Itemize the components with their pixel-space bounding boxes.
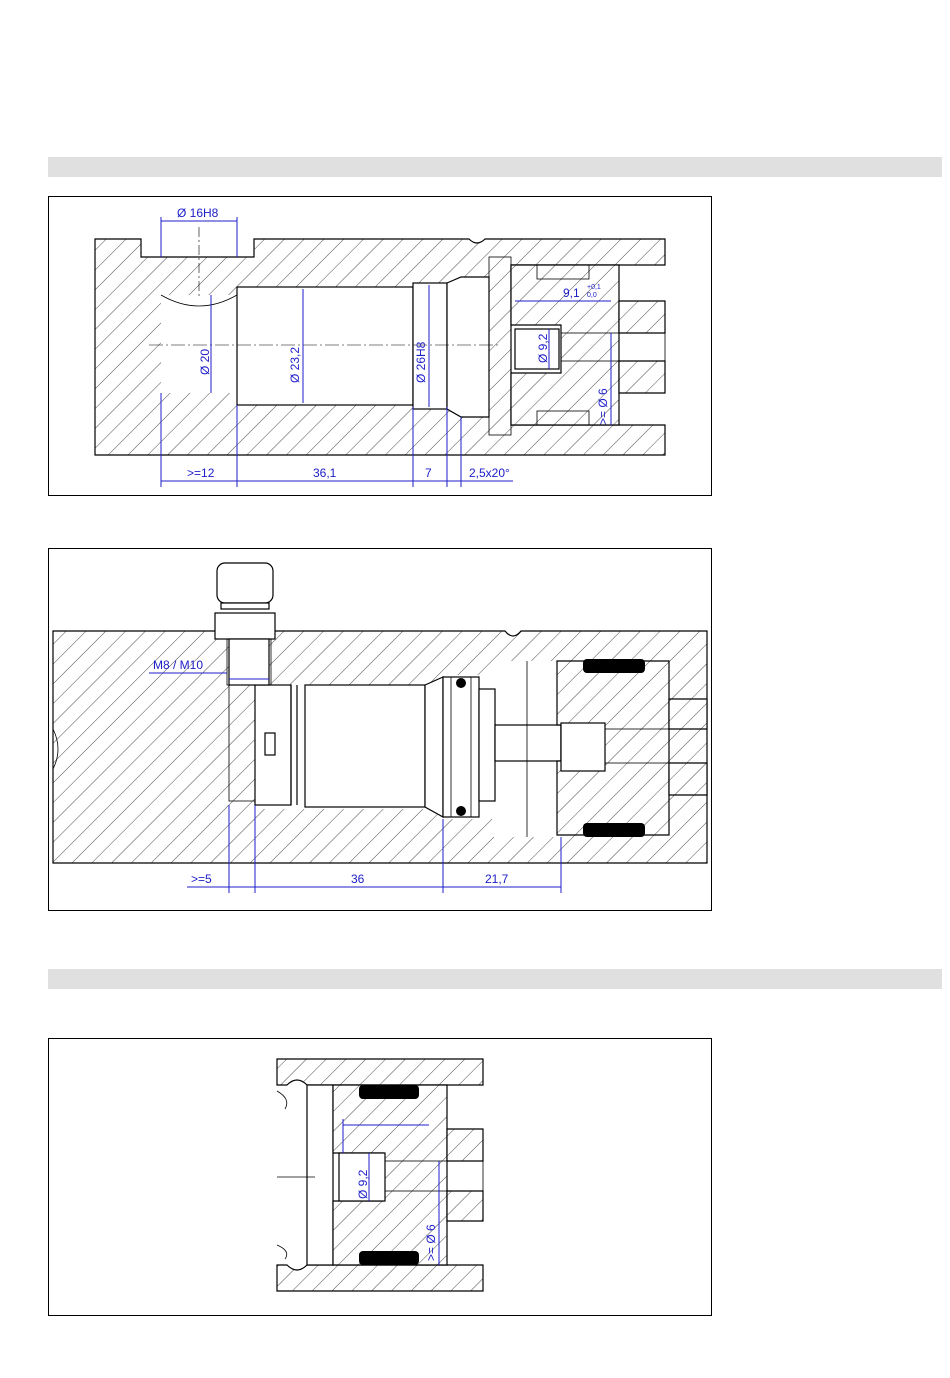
dim-d20: Ø 20 bbox=[198, 348, 212, 375]
dim-d92-detail: Ø 9,2 bbox=[356, 1169, 370, 1199]
dim-l36: 36 bbox=[351, 872, 365, 886]
dim-l7: 7 bbox=[425, 466, 432, 480]
dim-l361: 36,1 bbox=[313, 466, 337, 480]
section-band-1 bbox=[48, 157, 942, 177]
dim-d92: Ø 9,2 bbox=[536, 333, 550, 363]
figure-2-drawing bbox=[49, 549, 711, 910]
dim-m8: M8 / M10 bbox=[153, 658, 204, 672]
figure-1-drawing bbox=[49, 197, 711, 495]
figure-2-installed-sensor bbox=[48, 548, 712, 911]
dim-l25: 2,5x20° bbox=[469, 466, 510, 480]
dim-d91-tol-top: +0,1 bbox=[587, 284, 601, 291]
dim-d91-tol-bot: 0,0 bbox=[587, 292, 597, 299]
dim-d26: Ø 26H8 bbox=[414, 341, 428, 383]
figure-3-drawing bbox=[49, 1039, 711, 1315]
dim-d6-detail: >= Ø 6 bbox=[424, 1224, 438, 1261]
dim-d6: >= Ø 6 bbox=[596, 388, 610, 425]
figure-3-pressure-port-detail bbox=[48, 1038, 712, 1316]
figure-1-bore-dimensions bbox=[48, 196, 712, 496]
dim-l12: >=12 bbox=[187, 466, 215, 480]
section-band-2 bbox=[48, 969, 942, 989]
dim-l5: >=5 bbox=[191, 872, 212, 886]
dim-d91: 9,1 bbox=[563, 286, 580, 300]
dim-l217: 21,7 bbox=[485, 872, 509, 886]
dim-d16: Ø 16H8 bbox=[177, 206, 219, 220]
dim-d23: Ø 23,2 bbox=[288, 346, 302, 383]
